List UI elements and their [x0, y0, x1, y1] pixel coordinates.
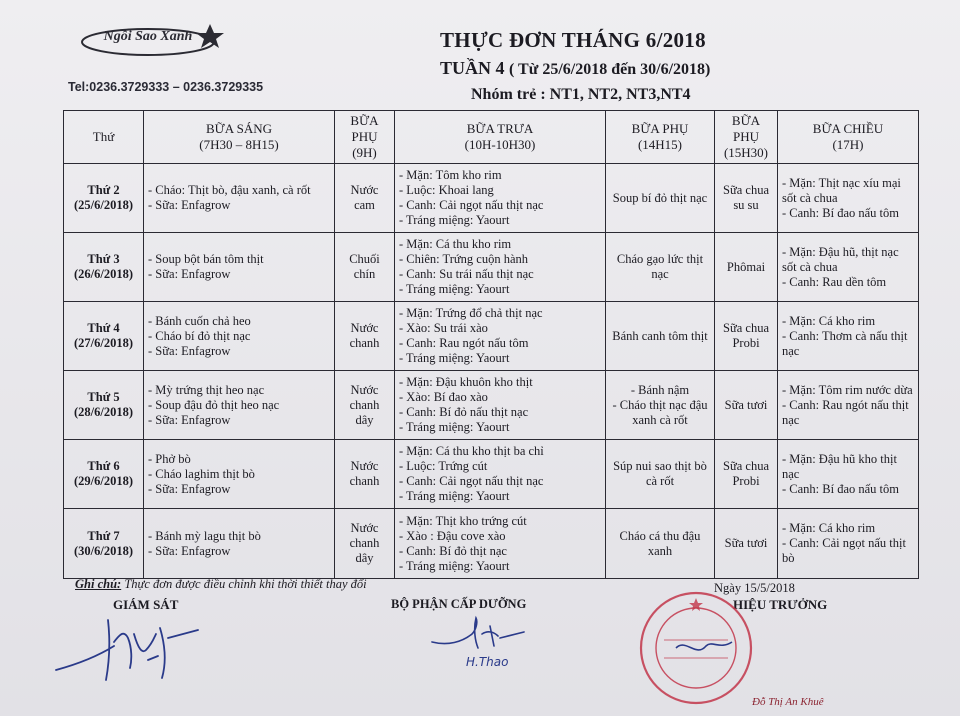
menu-line: - Tráng miệng: Yaourt — [399, 489, 510, 503]
lunch-cell — [395, 371, 606, 440]
school-logo — [78, 20, 233, 60]
snack-late-cell: Sữa tươi — [715, 371, 778, 440]
snack-afternoon-cell: - Bánh nậm - Cháo thịt nạc đậu xanh cà rốt — [606, 371, 715, 440]
page-title: THỰC ĐƠN THÁNG 6/2018 — [440, 28, 706, 52]
snack-morning-cell: Nước chanh dây — [335, 371, 395, 440]
footnote — [75, 577, 367, 592]
menu-line: - Cháo laghim thịt bò — [148, 466, 255, 481]
menu-line: - Canh: Bí đao nấu tôm — [782, 481, 899, 496]
menu-line: - Sữa: Enfagrow — [148, 543, 231, 558]
menu-line: - Tráng miệng: Yaourt — [399, 213, 510, 227]
header-cell: BỮA SÁNG (7H30 – 8H15) — [144, 111, 335, 164]
kitchen-label: BỘ PHẬN CẤP DƯỠNG — [391, 597, 527, 611]
lunch-cell — [395, 302, 606, 371]
header-cell: BỮA PHỤ (14H15) — [606, 111, 715, 164]
phone-number: Tel:0236.3729333 – 0236.3729335 — [68, 80, 264, 94]
menu-line: - Mặn: Đậu hũ kho thịt nạc — [782, 451, 897, 481]
lunch-cell — [395, 440, 606, 509]
snack-morning-cell: Chuối chín — [335, 233, 395, 302]
menu-line: - Sữa: Enfagrow — [148, 198, 231, 212]
snack-afternoon-cell: Cháo gạo lức thịt nạc — [606, 233, 715, 302]
menu-line: - Canh: Rau ngót nấu thịt nạc — [782, 397, 909, 427]
breakfast-cell — [144, 371, 335, 440]
day-cell — [64, 302, 144, 371]
dinner-cell — [778, 371, 919, 440]
group-label: Nhóm trẻ : NT1, NT2, NT3,NT4 — [471, 86, 691, 103]
table-row — [64, 440, 919, 509]
logo-text: Ngôi Sao Xanh — [103, 29, 193, 44]
menu-line: - Mặn: Thịt kho trứng cút — [399, 513, 527, 528]
menu-line: - Xào: Bí đao xào — [399, 390, 488, 404]
table-row — [64, 233, 919, 302]
header-cell: BỮA TRƯA (10H-10H30) — [395, 111, 606, 164]
day-date: (27/6/2018) — [73, 336, 134, 350]
menu-line: - Tráng miệng: Yaourt — [399, 558, 510, 573]
menu-line: - Sữa: Enfagrow — [148, 481, 231, 496]
note-label: Ghi chú: — [75, 577, 122, 591]
day-date: (26/6/2018) — [73, 267, 134, 281]
dinner-cell — [778, 164, 919, 233]
table-row — [64, 509, 919, 579]
table-row — [64, 371, 919, 440]
menu-line: - Canh: Su trái nấu thịt nạc — [399, 267, 534, 281]
menu-line: - Soup bột bán tôm thịt — [148, 252, 264, 266]
header-cell: BỮA PHỤ (9H) — [335, 111, 395, 164]
menu-line: - Mặn: Cá thu kho thịt ba chỉ — [399, 444, 544, 458]
snack-late-cell: Sữa tươi — [715, 509, 778, 579]
snack-afternoon-cell: Soup bí đỏ thịt nạc — [606, 164, 715, 233]
school-stamp-icon — [636, 578, 756, 716]
breakfast-cell — [144, 233, 335, 302]
logo-star-icon — [78, 20, 233, 60]
supervisor-signature-icon — [48, 608, 208, 688]
menu-line: - Chiên: Trứng cuộn hành — [399, 252, 528, 266]
day-cell — [64, 164, 144, 233]
day-name: Thứ 4 — [87, 321, 120, 335]
week-label: TUẦN 4 — [440, 58, 505, 78]
menu-line: - Soup đậu đỏ thịt heo nạc — [148, 397, 280, 412]
menu-line: - Bánh cuốn chả heo — [148, 313, 251, 328]
snack-late-cell: Sữa chua Probi — [715, 302, 778, 371]
snack-afternoon-cell: Súp nui sao thịt bò cà rốt — [606, 440, 715, 509]
snack-afternoon-cell: Cháo cá thu đậu xanh — [606, 509, 715, 579]
menu-line: - Canh: Rau ngót nấu tôm — [399, 336, 529, 350]
menu-line: - Luộc: Trứng cút — [399, 459, 488, 473]
menu-line: - Cháo bí đỏ thịt nạc — [148, 328, 251, 343]
snack-morning-cell: Nước chanh dây — [335, 509, 395, 579]
menu-line: - Mặn: Cá kho rim — [782, 521, 876, 535]
menu-line: - Sữa: Enfagrow — [148, 343, 231, 358]
menu-table — [63, 110, 919, 579]
dinner-cell — [778, 233, 919, 302]
breakfast-cell — [144, 302, 335, 371]
note-text: Thực đơn được điều chỉnh khi thời thiết thay đổi — [121, 577, 367, 591]
menu-line: - Xào : Đậu cove xào — [399, 528, 506, 543]
menu-body — [64, 164, 919, 579]
day-name: Thứ 7 — [87, 528, 120, 543]
snack-afternoon-cell: Bánh canh tôm thịt — [606, 302, 715, 371]
day-cell — [64, 509, 144, 579]
menu-line: - Luộc: Khoai lang — [399, 183, 494, 197]
day-date: (30/6/2018) — [73, 543, 134, 558]
principal-name: Đỗ Thị An Khuê — [752, 696, 824, 708]
snack-morning-cell: Nước cam — [335, 164, 395, 233]
breakfast-cell — [144, 440, 335, 509]
menu-line: - Mặn: Tôm rim nước dừa — [782, 382, 913, 397]
day-name: Thứ 6 — [87, 459, 120, 473]
menu-line: - Mặn: Tôm kho rim — [399, 168, 502, 182]
menu-line: - Xào: Su trái xào — [399, 321, 488, 335]
supervisor-label: GIÁM SÁT — [113, 597, 179, 612]
table-row — [64, 302, 919, 371]
dinner-cell — [778, 509, 919, 579]
snack-late-cell: Sữa chua su su — [715, 164, 778, 233]
kitchen-signature-name: H.Thao — [466, 655, 509, 669]
menu-line: - Canh: Rau dền tôm — [782, 274, 887, 289]
dinner-cell — [778, 440, 919, 509]
header-cell: BỮA CHIỀU (17H) — [778, 111, 919, 164]
day-cell — [64, 371, 144, 440]
day-date: (25/6/2018) — [73, 198, 134, 212]
table-header-row — [64, 111, 919, 164]
menu-line: - Canh: Thơm cà nấu thịt nạc — [782, 328, 908, 358]
menu-line: - Canh: Cải ngọt nấu thịt nạc — [399, 474, 544, 488]
menu-line: - Tráng miệng: Yaourt — [399, 420, 510, 434]
snack-morning-cell: Nước chanh — [335, 302, 395, 371]
day-cell — [64, 440, 144, 509]
breakfast-cell — [144, 164, 335, 233]
menu-line: - Mặn: Cá thu kho rim — [399, 237, 512, 251]
menu-line: - Mặn: Thịt nạc xíu mại sốt cà chua — [782, 175, 901, 205]
lunch-cell — [395, 164, 606, 233]
snack-morning-cell: Nước chanh — [335, 440, 395, 509]
header-cell: BỮA PHỤ (15H30) — [715, 111, 778, 164]
menu-line: - Mặn: Đậu khuôn kho thịt — [399, 375, 533, 389]
menu-line: - Bánh mỳ lagu thịt bò — [148, 528, 261, 543]
menu-line: - Canh: Bí đao nấu tôm — [782, 205, 899, 220]
lunch-cell — [395, 233, 606, 302]
menu-line: - Canh: Cải ngọt nấu thịt bò — [782, 536, 906, 565]
dinner-cell — [778, 302, 919, 371]
day-cell — [64, 233, 144, 302]
week-subtitle — [440, 58, 710, 79]
snack-late-cell: Sữa chua Probi — [715, 440, 778, 509]
day-date: (29/6/2018) — [73, 474, 134, 488]
menu-line: - Phở bò — [148, 451, 191, 466]
menu-line: - Cháo: Thịt bò, đậu xanh, cà rốt — [148, 183, 311, 197]
menu-line: - Tráng miệng: Yaourt — [399, 351, 510, 365]
week-range: ( Từ 25/6/2018 đến 30/6/2018) — [509, 61, 711, 78]
table-row — [64, 164, 919, 233]
menu-line: - Canh: Bí đỏ thịt nạc — [399, 543, 507, 558]
principal-label: HIỆU TRƯỞNG — [733, 597, 828, 612]
menu-line: - Sữa: Enfagrow — [148, 267, 231, 281]
menu-line: - Sữa: Enfagrow — [148, 412, 231, 427]
lunch-cell — [395, 509, 606, 579]
breakfast-cell — [144, 509, 335, 579]
day-name: Thứ 5 — [87, 390, 120, 404]
day-name: Thứ 2 — [87, 183, 120, 197]
day-date: (28/6/2018) — [73, 405, 134, 419]
snack-late-cell: Phômai — [715, 233, 778, 302]
menu-line: - Mỳ trứng thịt heo nạc — [148, 382, 265, 397]
issue-date: Ngày 15/5/2018 — [714, 581, 795, 595]
menu-line: - Tráng miệng: Yaourt — [399, 282, 510, 296]
menu-line: - Mặn: Cá kho rim — [782, 313, 876, 328]
menu-line: - Mặn: Đậu hũ, thịt nạc sốt cà chua — [782, 244, 899, 274]
menu-line: - Canh: Cải ngọt nấu thịt nạc — [399, 198, 544, 212]
header-cell: Thứ — [64, 111, 144, 164]
menu-line: - Canh: Bí đỏ nấu thịt nạc — [399, 405, 529, 419]
day-name: Thứ 3 — [87, 252, 120, 266]
menu-line: - Mặn: Trứng đổ chả thịt nạc — [399, 306, 543, 320]
